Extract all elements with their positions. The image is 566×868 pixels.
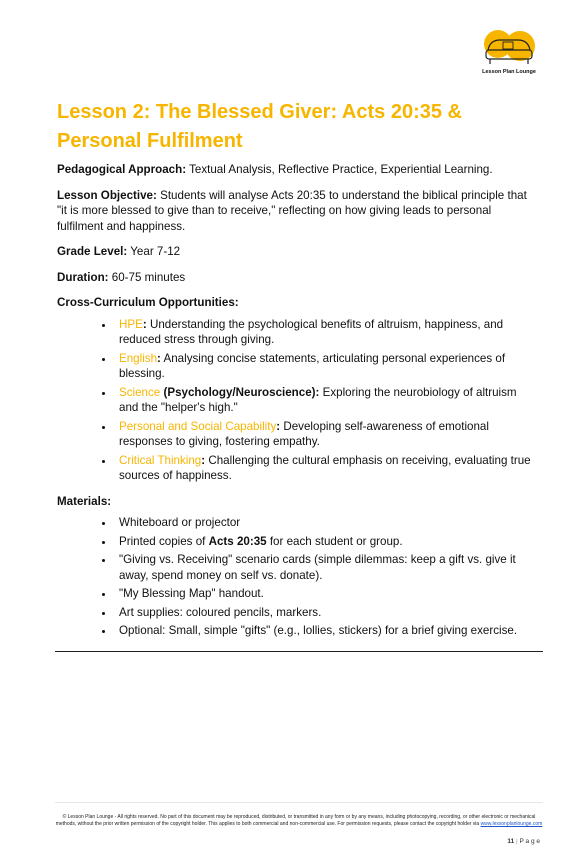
- copyright-text: © Lesson Plan Lounge - All rights reserved. No part of this document may be reproduced, distributed, or transmitted in any form or by any means, including photocopying, recording, or other electronic or mechanical methods, without the prior written permission of the copyright holder. This applies to both commercial and non-commercial use. For permission requests, please contact the copyright holder via: [55, 814, 536, 827]
- subject-name: Critical Thinking: [119, 453, 202, 467]
- website-link[interactable]: www.lessonplanlounge.com: [480, 821, 543, 827]
- subject-name: English: [119, 351, 158, 365]
- subject-name: HPE: [119, 317, 143, 331]
- materials-heading: Materials:: [57, 494, 112, 508]
- page-separator: |: [514, 838, 520, 845]
- lesson-objective: [57, 188, 539, 235]
- sofa-logo-icon: [478, 28, 540, 68]
- cross-curriculum-item: [115, 385, 539, 416]
- materials-list: [57, 515, 539, 639]
- lesson-content: [57, 162, 539, 649]
- approach-value: Textual Analysis, Reflective Practice, Experiential Learning.: [186, 163, 493, 176]
- materials-item: • "My Blessing Map" handout.: [115, 586, 539, 602]
- cross-curriculum-item: [115, 453, 539, 484]
- duration-value: 60-75 minutes: [108, 270, 186, 284]
- grade-label: Grade Level:: [57, 245, 128, 258]
- copyright-footer: [55, 814, 543, 828]
- grade-value: Year 7-12: [127, 245, 181, 258]
- subject-sep: :: [276, 419, 281, 433]
- pedagogical-approach: [57, 162, 539, 178]
- subject-sep: :: [201, 453, 206, 467]
- page-label: P a g e: [519, 838, 540, 845]
- subject-text: Understanding the psychological benefits of altruism, happiness, and reduced stress through giving.: [119, 317, 504, 346]
- materials-item: • Printed copies of Acts 20:35 for each student or group.: [115, 534, 539, 550]
- cross-curriculum-list: [57, 317, 539, 484]
- duration-label: Duration:: [57, 270, 109, 284]
- subject-extra: (Psychology/Neuroscience):: [160, 385, 320, 399]
- subject-text: Developing self-awareness of emotional responses to giving, fostering empathy.: [119, 419, 489, 448]
- duration: [57, 270, 539, 286]
- cross-curriculum-item: [115, 317, 539, 348]
- materials-item: • Art supplies: coloured pencils, markers.: [115, 605, 539, 621]
- section-divider: [55, 651, 543, 652]
- subject-name: Science: [119, 385, 161, 399]
- lesson-title: Lesson 2: The Blessed Giver: Acts 20:35 & Personal Fulfilment: [57, 101, 462, 152]
- cross-curriculum-item: [115, 419, 539, 450]
- cross-curriculum-item: [115, 351, 539, 382]
- materials-item: • "Giving vs. Receiving" scenario cards (simple dilemmas: keep a gift vs. give it away, spend money on self vs. donate).: [115, 552, 539, 583]
- logo-text: Lesson Plan Lounge: [482, 69, 536, 75]
- objective-label: Lesson Objective:: [57, 188, 157, 202]
- page-number: [507, 838, 540, 845]
- objective-value: Students will analyse Acts 20:35 to understand the biblical principle that "it is more blessed to give than to receive," reflecting on how giving leads to personal fulfilment and happiness.: [57, 188, 527, 233]
- subject-text: Analysing concise statements, articulating personal experiences of blessing.: [119, 351, 506, 380]
- materials-item: • Optional: Small, simple "gifts" (e.g., lollies, stickers) for a brief giving exercise.: [115, 623, 539, 639]
- grade-level: [57, 244, 539, 260]
- subject-sep: :: [142, 317, 147, 331]
- footer-divider: [55, 802, 543, 803]
- subject-sep: :: [157, 351, 161, 365]
- page-number-value: 11: [507, 838, 515, 845]
- logo: [471, 28, 547, 75]
- cross-curriculum-heading: Cross-Curriculum Opportunities:: [57, 296, 239, 309]
- subject-name: Personal and Social Capability: [119, 419, 277, 433]
- materials-item: • Whiteboard or projector: [115, 515, 539, 531]
- approach-label: Pedagogical Approach:: [57, 163, 187, 176]
- subject-text: Exploring the neurobiology of altruism and the "helper's high.": [119, 385, 517, 414]
- subject-text: Challenging the cultural emphasis on receiving, evaluating true sources of happiness.: [119, 453, 531, 482]
